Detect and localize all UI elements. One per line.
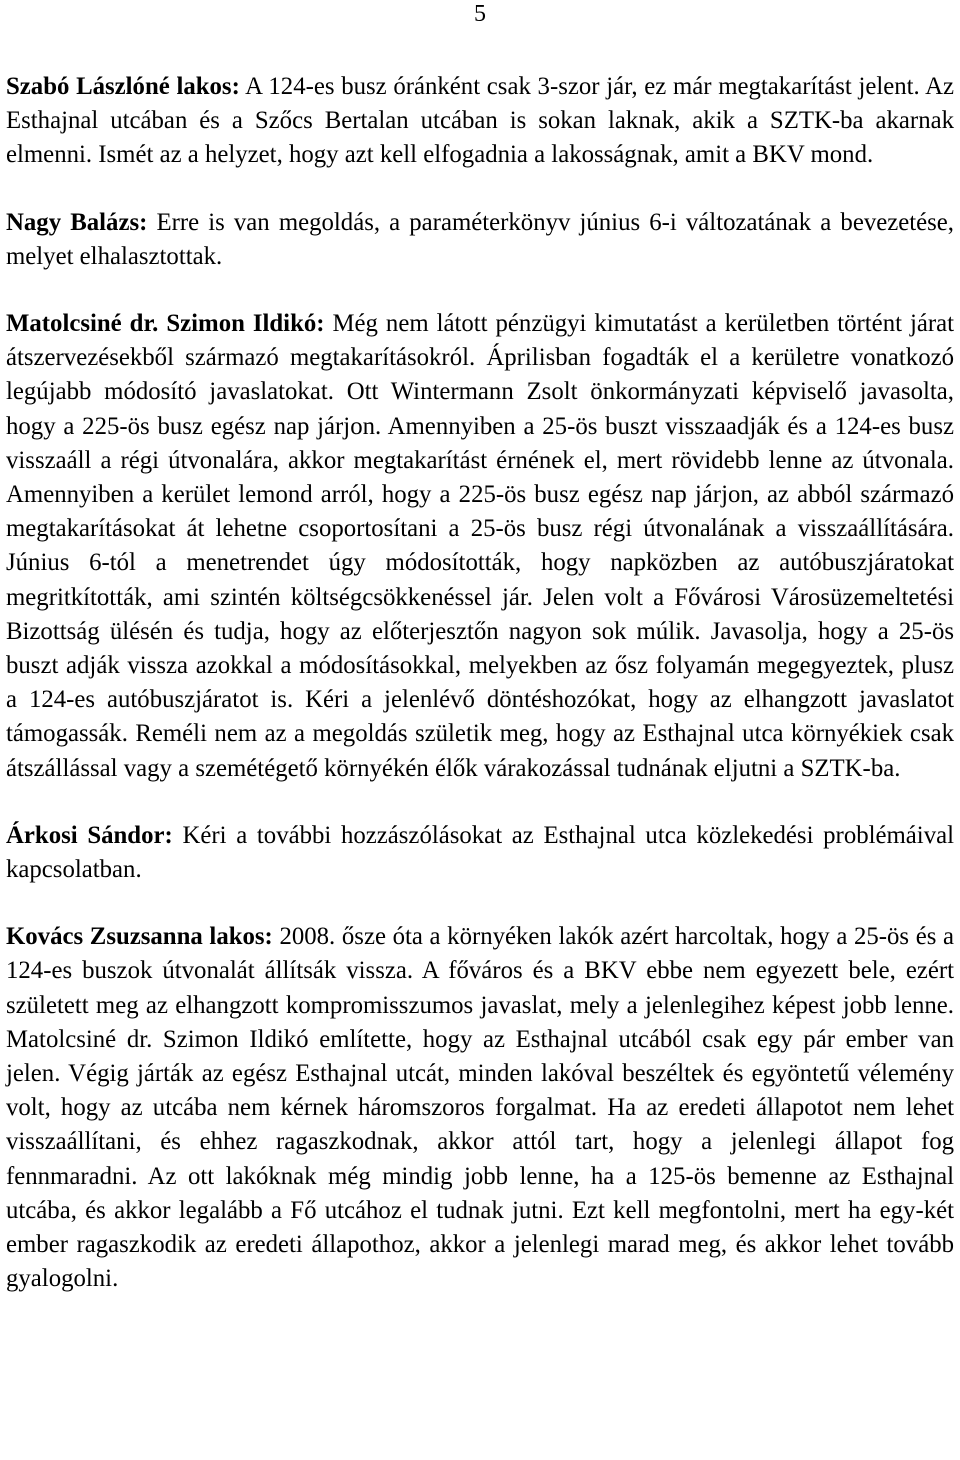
paragraph-text: 2008. ősze óta a környéken lakók azért harcoltak, hogy a 25-ös és a 124-es buszok útvonalát állítsák vissza. A főváros és a BKV ebbe nem egyezett bele, ezért született meg az elhangzott kompromisszumos javaslat, mely a jelenlegihez képest jobb lenne. Matolcsiné dr. Szimon Ildikó említette, hogy az Esthajnal utcából csak egy pár ember van jelen. Végig járták az egész Esthajnal utcát, minden lakóval beszéltek és egyöntetű vélemény volt, hogy az utcába nem kérnek háromszoros forgalmat. Ha az eredeti állapotot nem lehet visszaállítani, és ehhez ragaszkodnak, akkor attól tart, hogy a jelenlegi állapot fog fennmaradni. Az ott lakóknak még mindig jobb lenne, ha a 125-ös bemenne az Esthajnal utcába, és akkor legalább a Fő utcához el tudnak jutni. Ezt kell megfontolni, mert ha egy-két ember ragaszkodik az eredeti állapothoz, akkor a jelenlegi marad meg, és akkor lehet tovább gyalogolni.: [6, 923, 955, 1293]
speaker-name: Kovács Zsuzsanna lakos:: [6, 923, 273, 951]
paragraph-arkosi-sandor: [6, 819, 954, 887]
paragraph-nagy-balazs: [6, 206, 954, 274]
paragraph-matolcsine: [6, 307, 954, 786]
speaker-name: Szabó Lászlóné lakos:: [6, 73, 240, 100]
speaker-name: Matolcsiné dr. Szimon Ildikó:: [6, 310, 325, 338]
paragraph-szabo-laszlone: [6, 70, 954, 173]
paragraph-text: Még nem látott pénzügyi kimutatást a kerületben történt járat átszervezésekből származó megtakarításokról. Áprilisban fogadták el a kerületre vonatkozó legújabb módosító javaslatokat. Ott Wintermann Zsolt önkormányzati képviselő javasolta, hogy a 225-ös busz egész nap járjon. Amennyiben a 25-ös buszt visszaadják és a 124-es busz visszaáll a régi útvonalára, akkor megtakarítást érnének el, mert rövidebb lenne az útvonala. Amennyiben a kerület lemond arról, hogy a 225-ös busz egész nap járjon, az abból származó megtakarításokat át lehetne csoportosítani a 25-ös busz régi útvonalának a visszaállítására. Június 6-tól a menetrendet úgy módosították, hogy napközben az autóbuszjáratokat megritkították, ami szintén költségcsökkenéssel jár. Jelen volt a Fővárosi Városüzemeltetési Bizottság ülésén és tudja, hogy az előterjesztőn nagyon sok múlik. Javasolja, hogy a 25-ös buszt adják vissza azokkal a módosításokkal, melyekben az ősz folyamán megegyeztek, plusz a 124-es autóbuszjáratot is. Kéri a jelenlévő döntéshozókat, hogy az elhangzott javaslatot támogassák. Reméli nem az a megoldás születik meg, hogy az Esthajnal utca környékiek csak átszállással vagy a szemétégető környékén élők várakozással tudnának eljutni a SZTK-ba.: [6, 310, 954, 782]
speaker-name: Nagy Balázs:: [6, 208, 148, 236]
paragraph-text: A 124-es busz óránként csak 3-szor jár, ez már megtakarítást jelent. Az Esthajnal utcában és a Szőcs Bertalan utcában is sokan laknak, akik a SZTK-ba akarnak elmenni. Ismét az a helyzet, hogy azt kell elfogadnia a lakosságnak, amit a BKV mond.: [6, 73, 954, 169]
page-number: 5: [474, 1, 486, 27]
paragraph-kovacs-zsuzsanna: [6, 920, 954, 1296]
speaker-name: Árkosi Sándor:: [6, 821, 173, 849]
document-body: [6, 70, 954, 1330]
paragraph-text: Kéri a további hozzászólásokat az Esthajnal utca közlekedési problémáival kapcsolatban.: [6, 821, 954, 884]
paragraph-text: Erre is van megoldás, a paraméterkönyv június 6-i változatának a bevezetése, melyet elhalasztottak.: [6, 208, 954, 270]
